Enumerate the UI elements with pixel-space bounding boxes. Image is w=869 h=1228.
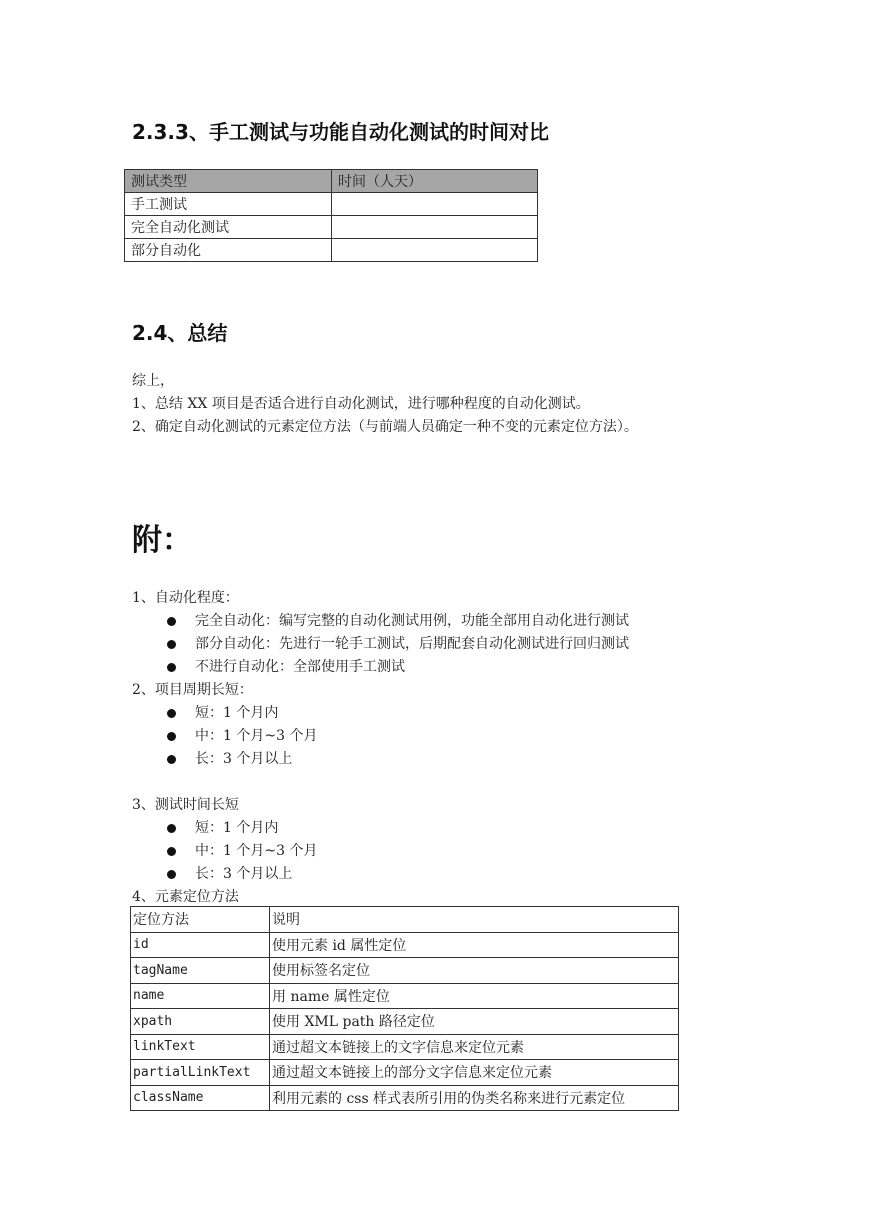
list-item-text: 中：1 个月~3 个月 xyxy=(195,728,318,744)
table-row xyxy=(125,216,538,239)
table-row xyxy=(131,1009,679,1035)
list-item xyxy=(132,656,732,679)
list-item xyxy=(132,840,732,863)
list-item xyxy=(132,863,732,886)
bullet-icon xyxy=(167,755,176,764)
bullet-icon xyxy=(167,870,176,879)
bullet-icon xyxy=(167,732,176,741)
spacer xyxy=(132,771,732,794)
table-header-cell: 测试类型 xyxy=(125,170,332,193)
bullet-icon xyxy=(167,617,176,626)
table-cell: className xyxy=(131,1085,270,1111)
table-cell: xpath xyxy=(131,1009,270,1035)
bullet-icon xyxy=(167,709,176,718)
bullet-icon xyxy=(167,640,176,649)
table-cell: 用 name 属性定位 xyxy=(270,983,679,1009)
appendix-list xyxy=(132,587,732,909)
time-comparison-table xyxy=(124,169,538,262)
list-heading: 4、元素定位方法 xyxy=(132,889,239,905)
table-cell: 使用 XML path 路径定位 xyxy=(270,1009,679,1035)
bullet-icon xyxy=(167,847,176,856)
table-cell: 利用元素的 css 样式表所引用的伪类名称来进行元素定位 xyxy=(270,1085,679,1111)
list-item xyxy=(132,633,732,656)
list-item-text: 短：1 个月内 xyxy=(195,705,279,721)
appendix-title: 附： xyxy=(132,523,192,558)
list-item xyxy=(132,702,732,725)
bullet-icon xyxy=(167,663,176,672)
list-item-text: 长：3 个月以上 xyxy=(195,866,293,882)
summary-block xyxy=(132,370,638,439)
list-item-text: 中：1 个月~3 个月 xyxy=(195,843,318,859)
table-cell: 通过超文本链接上的文字信息来定位元素 xyxy=(270,1034,679,1060)
locator-methods-table xyxy=(130,906,679,1111)
table-cell: tagName xyxy=(131,958,270,984)
table-row xyxy=(131,1034,679,1060)
bullet-icon xyxy=(167,824,176,833)
table-cell xyxy=(332,216,538,239)
list-item-text: 不进行自动化：全部使用手工测试 xyxy=(195,659,405,675)
table-cell: 部分自动化 xyxy=(125,239,332,262)
table-row xyxy=(131,1085,679,1111)
list-heading: 2、项目周期长短： xyxy=(132,682,253,698)
table-cell: name xyxy=(131,983,270,1009)
section-233-title: 2.3.3、手工测试与功能自动化测试的时间对比 xyxy=(132,120,549,144)
summary-line: 2、确定自动化测试的元素定位方法（与前端人员确定一种不变的元素定位方法）。 xyxy=(132,419,638,435)
list-item xyxy=(132,748,732,771)
table-cell: 通过超文本链接上的部分文字信息来定位元素 xyxy=(270,1060,679,1086)
list-item xyxy=(132,817,732,840)
list-item-text: 完全自动化：编写完整的自动化测试用例，功能全部用自动化进行测试 xyxy=(195,613,629,629)
table-row xyxy=(131,932,679,958)
table-cell: id xyxy=(131,932,270,958)
section-24-title: 2.4、总结 xyxy=(132,321,228,345)
table-cell xyxy=(332,239,538,262)
table-header-cell: 说明 xyxy=(270,907,679,933)
list-item-text: 短：1 个月内 xyxy=(195,820,279,836)
table-row xyxy=(125,239,538,262)
table-row xyxy=(131,1060,679,1086)
list-item-text: 长：3 个月以上 xyxy=(195,751,293,767)
table-cell: 使用标签名定位 xyxy=(270,958,679,984)
summary-line: 综上， xyxy=(132,373,174,389)
table-cell: 手工测试 xyxy=(125,193,332,216)
table-cell xyxy=(332,193,538,216)
table-cell: 使用元素 id 属性定位 xyxy=(270,932,679,958)
table-row xyxy=(131,983,679,1009)
list-item xyxy=(132,725,732,748)
table-header-cell: 时间（人天） xyxy=(332,170,538,193)
table-header-row xyxy=(131,907,679,933)
table-header-row xyxy=(125,170,538,193)
table-cell: 完全自动化测试 xyxy=(125,216,332,239)
table-row xyxy=(131,958,679,984)
table-header-cell: 定位方法 xyxy=(131,907,270,933)
list-item xyxy=(132,610,732,633)
list-item-text: 部分自动化：先进行一轮手工测试，后期配套自动化测试进行回归测试 xyxy=(195,636,629,652)
table-row xyxy=(125,193,538,216)
summary-line: 1、总结 XX 项目是否适合进行自动化测试，进行哪种程度的自动化测试。 xyxy=(132,396,590,412)
table-cell: partialLinkText xyxy=(131,1060,270,1086)
list-heading: 1、自动化程度： xyxy=(132,590,239,606)
table-cell: linkText xyxy=(131,1034,270,1060)
list-heading: 3、测试时间长短 xyxy=(132,797,239,813)
